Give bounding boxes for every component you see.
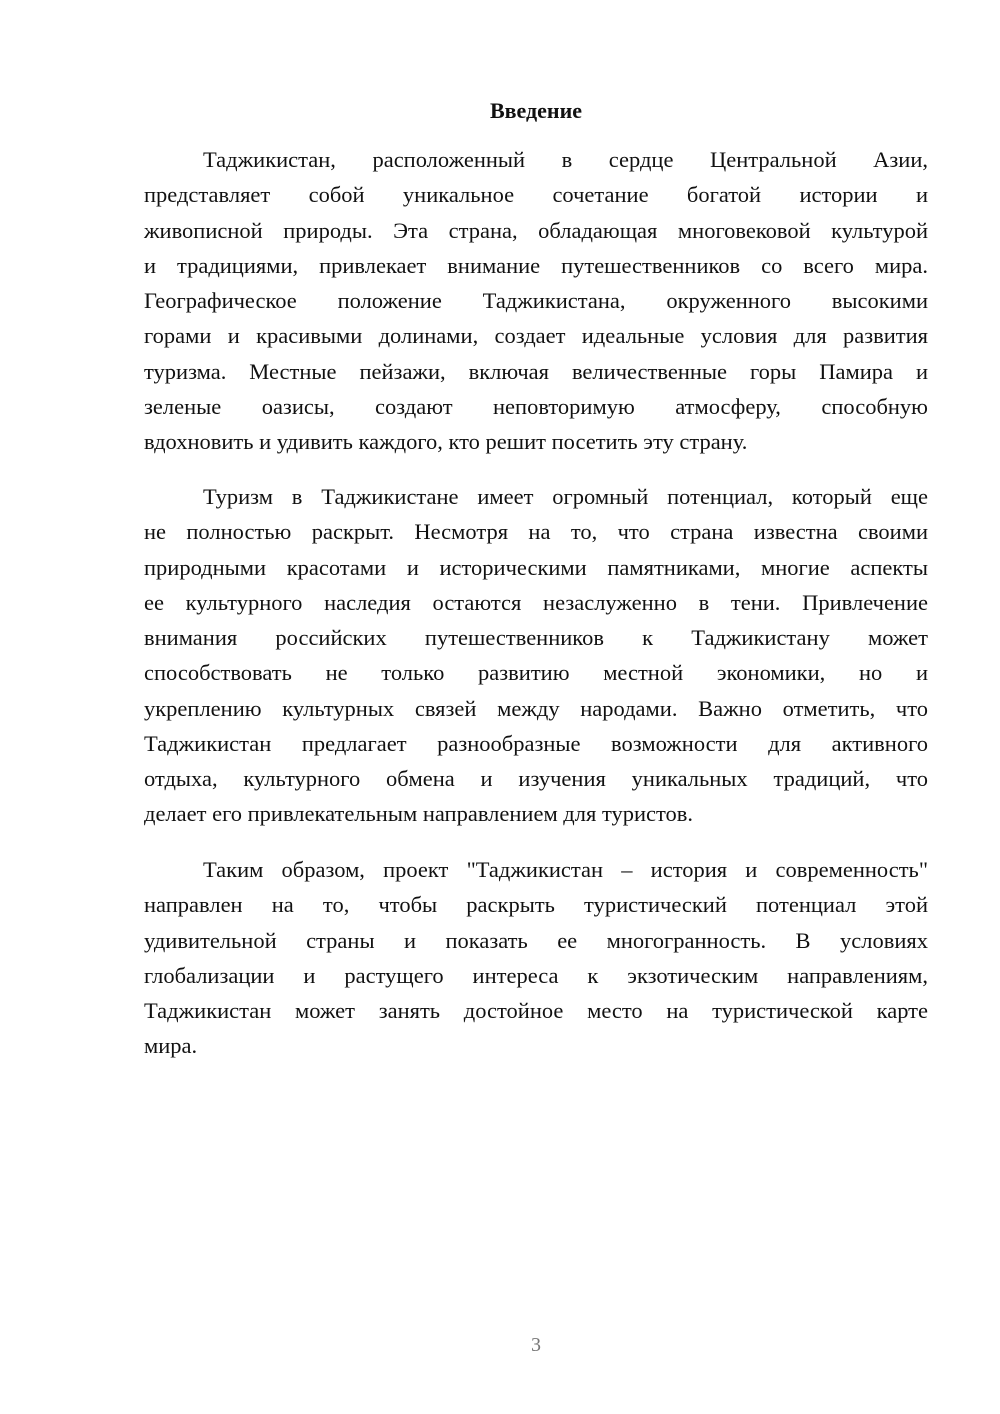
text-line: представляет собой уникальное сочетание богатой истории и xyxy=(144,182,928,208)
text-line: Таджикистан может занять достойное место на туристической карте xyxy=(144,998,928,1023)
text-line: мира. xyxy=(144,1033,198,1059)
paragraph-3 xyxy=(144,852,928,1064)
text-line: удивительной страны и показать ее многогранность. В условиях xyxy=(144,927,928,953)
text-line: Туризм в Таджикистане имеет огромный потенциал, который еще xyxy=(203,484,928,509)
text-line: ее культурного наследия остаются незаслуженно в тени. Привлечение xyxy=(144,589,928,615)
text-line: туризма. Местные пейзажи, включая величественные горы Памира и xyxy=(144,358,928,384)
text-line: Таким образом, проект "Таджикистан – история и современность" xyxy=(203,857,928,882)
paragraph-2 xyxy=(144,479,928,832)
paragraph-1 xyxy=(144,142,928,459)
text-line: отдыха, культурного обмена и изучения уникальных традиций, что xyxy=(144,766,928,791)
text-line: и традициями, привлекает внимание путешественников со всего мира. xyxy=(144,252,928,278)
text-line: Географическое положение Таджикистана, окруженного высокими xyxy=(144,288,928,313)
text-line: укреплению культурных связей между народами. Важно отметить, что xyxy=(144,695,928,721)
text-line: Таджикистан предлагает разнообразные возможности для активного xyxy=(144,730,928,756)
text-line: горами и красивыми долинами, создает идеальные условия для развития xyxy=(144,323,928,349)
text-line: Таджикистан, расположенный в сердце Центральной Азии, xyxy=(203,147,928,172)
text-line: зеленые оазисы, создают неповторимую атмосферу, способную xyxy=(144,393,928,419)
text-line: глобализации и растущего интереса к экзотическим направлениям, xyxy=(144,962,928,988)
text-line: природными красотами и историческими памятниками, многие аспекты xyxy=(144,554,928,580)
page-number: 3 xyxy=(531,1334,541,1356)
text-line: способствовать не только развитию местной экономики, но и xyxy=(144,660,928,686)
text-line: внимания российских путешественников к Таджикистану может xyxy=(144,625,928,650)
text-line: направлен на то, чтобы раскрыть туристический потенциал этой xyxy=(144,892,928,918)
text-line: не полностью раскрыт. Несмотря на то, что страна известна своими xyxy=(144,519,928,545)
section-heading: Введение xyxy=(489,98,583,123)
text-line: живописной природы. Эта страна, обладающая многовековой культурой xyxy=(144,217,928,243)
text-line: делает его привлекательным направлением для туристов. xyxy=(144,801,694,827)
text-line: вдохновить и удивить каждого, кто решит посетить эту страну. xyxy=(144,429,748,454)
